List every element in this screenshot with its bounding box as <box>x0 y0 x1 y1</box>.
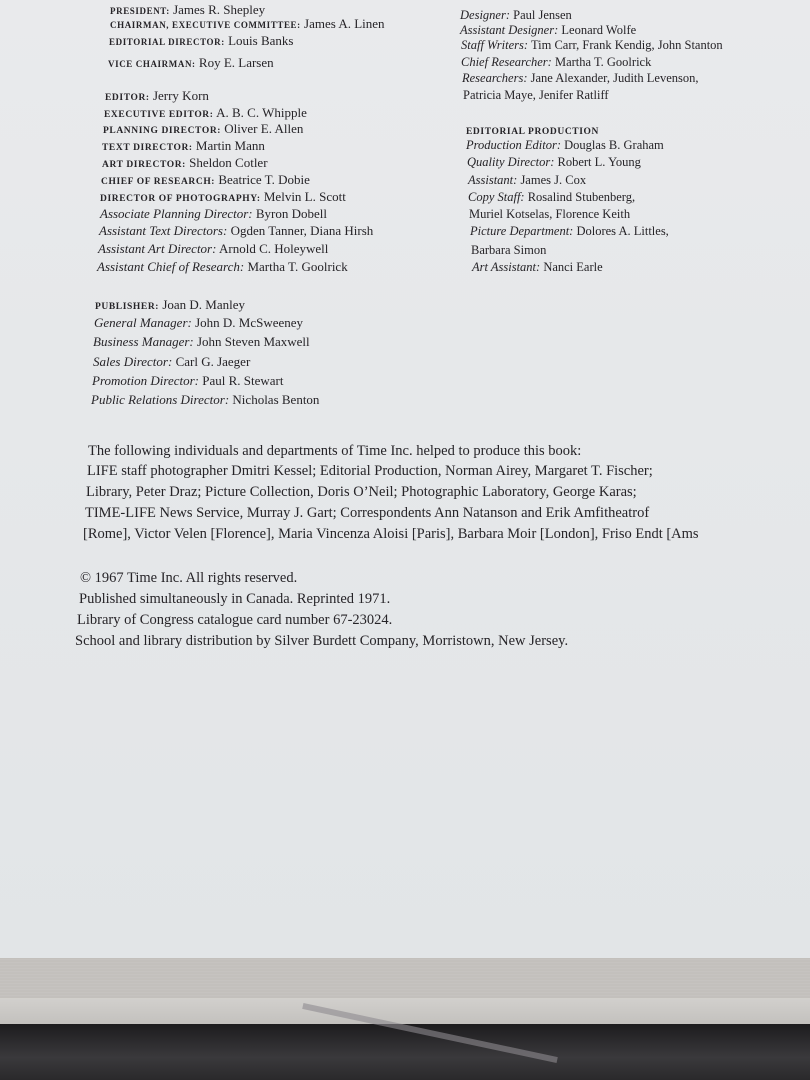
credit-chief-researcher: Chief Researcher: Martha T. Goolrick <box>461 55 652 69</box>
book-cover-edge <box>0 998 810 1024</box>
catalogue-line: Library of Congress catalogue card number 67-23024. <box>77 612 393 628</box>
acknowledgment-line-5: [Rome], Victor Velen [Florence], Maria Vincenza Aloisi [Paris], Barbara Moir [London], Friso Endt [Ams <box>83 526 699 542</box>
credit-assistant-chief-of-research: Assistant Chief of Research: Martha T. Goolrick <box>97 259 348 274</box>
credit-assistant-text-directors: Assistant Text Directors: Ogden Tanner, Diana Hirsh <box>99 223 374 238</box>
credit-assistant: Assistant: James J. Cox <box>468 173 587 187</box>
credit-business-manager: Business Manager: John Steven Maxwell <box>93 334 310 349</box>
distribution-line: School and library distribution by Silver Burdett Company, Morristown, New Jersey. <box>75 633 569 649</box>
acknowledgment-line-1: The following individuals and departments of Time Inc. helped to produce this book: <box>88 443 582 459</box>
credit-picture-department-cont: Barbara Simon <box>471 243 547 257</box>
credit-picture-department: Picture Department: Dolores A. Littles, <box>470 224 669 238</box>
credit-chief-of-research: CHIEF OF RESEARCH: Beatrice T. Dobie <box>101 172 310 187</box>
credit-chairman: CHAIRMAN, EXECUTIVE COMMITTEE: James A. Linen <box>110 16 385 31</box>
copyright-line: © 1967 Time Inc. All rights reserved. <box>80 570 298 586</box>
credit-sales-director: Sales Director: Carl G. Jaeger <box>93 354 251 369</box>
credit-planning-director: PLANNING DIRECTOR: Oliver E. Allen <box>103 121 304 136</box>
acknowledgment-line-4: TIME-LIFE News Service, Murray J. Gart; Correspondents Ann Natanson and Erik Amfitheatrof <box>85 505 650 521</box>
acknowledgment-line-2: LIFE staff photographer Dmitri Kessel; Editorial Production, Norman Airey, Margaret T. Fischer; <box>87 463 653 479</box>
acknowledgment-line-3: Library, Peter Draz; Picture Collection, Doris O’Neil; Photographic Laboratory, George Karas; <box>86 484 637 500</box>
credit-editor: EDITOR: Jerry Korn <box>105 88 209 103</box>
published-line: Published simultaneously in Canada. Reprinted 1971. <box>79 591 391 607</box>
credit-assistant-art-director: Assistant Art Director: Arnold C. Holeywell <box>98 241 329 256</box>
credit-art-assistant: Art Assistant: Nanci Earle <box>472 260 603 274</box>
credit-editorial-director: EDITORIAL DIRECTOR: Louis Banks <box>109 33 294 48</box>
credit-designer: Designer: Paul Jensen <box>460 8 572 22</box>
credit-copy-staff: Copy Staff: Rosalind Stubenberg, <box>468 190 636 204</box>
credit-text-director: TEXT DIRECTOR: Martin Mann <box>102 138 265 153</box>
credit-general-manager: General Manager: John D. McSweeney <box>94 315 304 330</box>
dark-surface <box>0 1024 810 1080</box>
credit-copy-staff-cont: Muriel Kotselas, Florence Keith <box>469 207 631 221</box>
page-stack-edge <box>0 958 810 998</box>
credit-publisher: PUBLISHER: Joan D. Manley <box>95 297 246 312</box>
production-heading: EDITORIAL PRODUCTION <box>466 127 599 137</box>
credit-production-editor: Production Editor: Douglas B. Graham <box>466 138 664 152</box>
credit-president: PRESIDENT: James R. Shepley <box>110 2 266 17</box>
credit-promotion-director: Promotion Director: Paul R. Stewart <box>92 373 284 388</box>
credit-director-of-photography: DIRECTOR OF PHOTOGRAPHY: Melvin L. Scott <box>100 189 346 204</box>
credit-assistant-designer: Assistant Designer: Leonard Wolfe <box>460 23 637 37</box>
credit-researchers: Researchers: Jane Alexander, Judith Levenson, <box>462 71 699 85</box>
credit-researchers-cont: Patricia Maye, Jenifer Ratliff <box>463 88 609 102</box>
credit-staff-writers: Staff Writers: Tim Carr, Frank Kendig, John Stanton <box>461 38 723 52</box>
credit-quality-director: Quality Director: Robert L. Young <box>467 155 641 169</box>
credit-public-relations-director: Public Relations Director: Nicholas Benton <box>91 392 320 407</box>
credit-art-director: ART DIRECTOR: Sheldon Cotler <box>102 155 268 170</box>
credit-associate-planning-director: Associate Planning Director: Byron Dobell <box>100 206 327 221</box>
credit-executive-editor: EXECUTIVE EDITOR: A. B. C. Whipple <box>104 105 307 120</box>
credit-vice-chairman: VICE CHAIRMAN: Roy E. Larsen <box>108 55 274 70</box>
